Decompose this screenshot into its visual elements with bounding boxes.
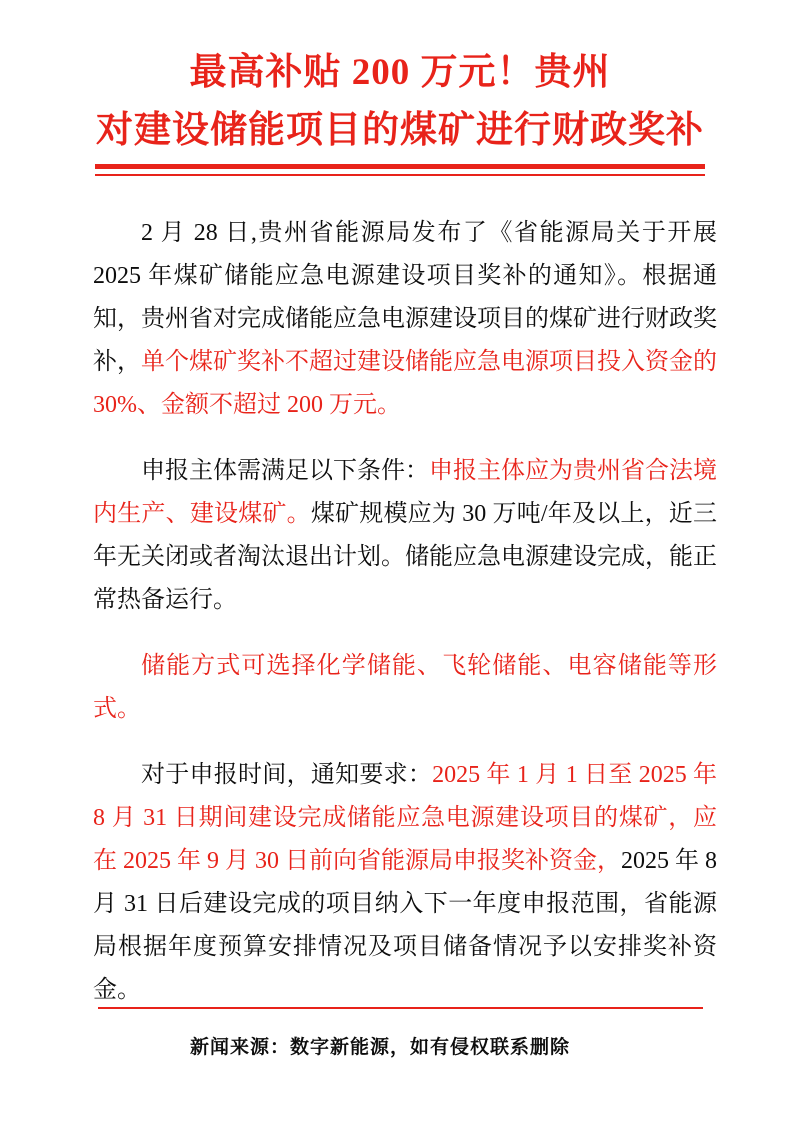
highlighted-text: 2025 年 1 月 1 日至 2025 年 8 月 31 日期间建设完成储能应急电源建设项目的煤矿，应在 2025 年 9 月 30 日前向省能源局申报奖补资金， [93,762,718,874]
highlighted-text: 单个煤矿奖补不超过建设储能应急电源项目投入资金的 30%、金额不超过 200 万元。 [93,349,717,418]
page-title [0,44,800,160]
body-text: 2025 年 8 月 31 日后建设完成的项目纳入下一年度申报范围，省能源局根据年度预算安排情况及项目储备情况予以安排奖补资金。 [93,848,717,1003]
paragraph-4 [93,754,717,1012]
footer-divider [98,1007,703,1009]
body-text: 申报主体需满足以下条件： [141,458,429,484]
divider-thin-line [95,174,705,176]
title-line-1: 最高补贴 200 万元！贵州 [189,52,611,93]
body-text: 2 月 28 日,贵州省能源局发布了《省能源局关于开展 2025 年煤矿储能应急电源建设项目奖补的通知》。根据通知，贵州省对完成储能应急电源建设项目的煤矿进行财政奖补， [93,220,717,375]
body-text: 煤矿规模应为 30 万吨/年及以上，近三年无关闭或者淘汰退出计划。储能应急电源建设完成，能正常热备运行。 [93,501,717,613]
paragraph-2 [93,450,717,622]
title-line-2: 对建设储能项目的煤矿进行财政奖补 [96,110,704,151]
paragraph-3 [93,645,717,731]
highlighted-text: 申报主体应为贵州省合法境内生产、建设煤矿。 [93,458,717,527]
body-text: 对于申报时间，通知要求： [141,762,433,788]
title-divider [95,164,705,176]
paragraph-1 [93,212,717,427]
divider-thick-line [95,164,705,169]
highlighted-text: 储能方式可选择化学储能、飞轮储能、电容储能等形式。 [93,653,717,722]
footer-source-note: 新闻来源：数字新能源，如有侵权联系删除 [189,1037,570,1058]
article-body [93,212,717,1012]
